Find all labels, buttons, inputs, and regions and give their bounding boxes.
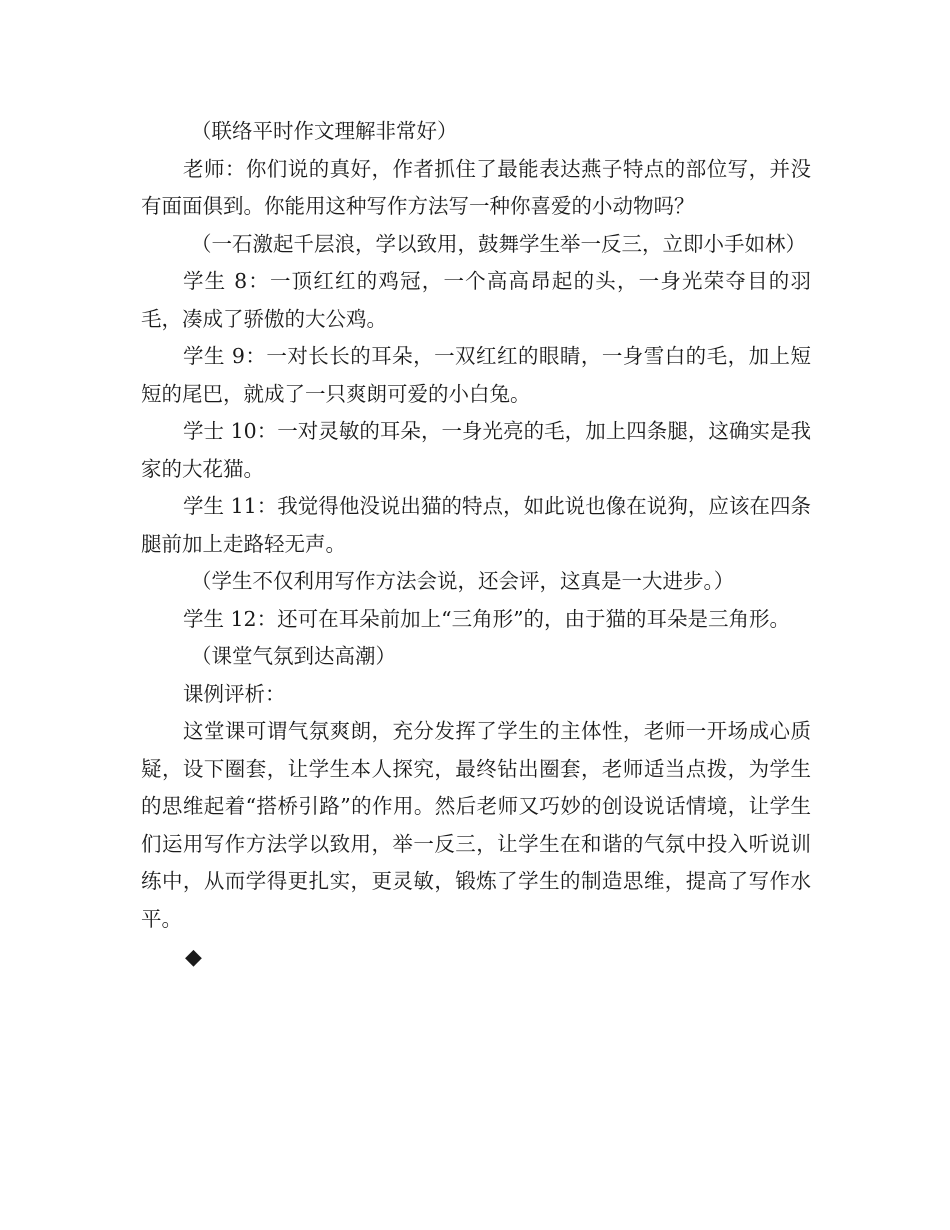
paragraph-analysis: 这堂课可谓气氛爽朗，充分发挥了学生的主体性，老师一开场成心质疑，设下圈套，让学生本人探究，最终钻出圈套，老师适当点拨，为学生的思维起着“搭桥引路”的作用。然后老师又巧妙的创设说话情境，让学生们运用写作方法学以致用，举一反三，让学生在和谐的气氛中投入听说训练中，从而学得更扎实，更灵敏，锻炼了学生的制造思维，提高了写作水平。: [141, 719, 811, 931]
paragraph-teacher: 老师：你们说的真好，作者抓住了最能表达燕子特点的部位写，并没有面面俱到。你能用这种写作方法写一种你喜爱的小动物吗？: [141, 156, 811, 218]
paragraph-student-12: 学生 12：还可在耳朵前加上“三角形”的，由于猫的耳朵是三角形。: [183, 606, 791, 631]
paragraph-student-11: 学生 11：我觉得他没说出猫的特点，如此说也像在说狗，应该在四条腿前加上走路轻无声。: [141, 494, 811, 556]
paragraph-note-3: （学生不仅利用写作方法会说，还会评，这真是一大进步。）: [191, 569, 735, 593]
end-marker-diamond-icon: ◆: [185, 945, 202, 970]
paragraph-student-10: 学士 10：一对灵敏的耳朵，一身光亮的毛，加上四条腿，这确实是我家的大花猫。: [141, 419, 811, 481]
paragraph-note-1: （联络平时作文理解非常好）: [191, 119, 458, 143]
paragraph-note-4: （课堂气氛到达高潮）: [191, 644, 396, 668]
document-body: [141, 113, 811, 978]
section-heading-analysis: 课例评析：: [183, 681, 286, 706]
paragraph-student-9: 学生 9：一对长长的耳朵，一双红红的眼睛，一身雪白的毛，加上短短的尾巴，就成了一只爽朗可爱的小白兔。: [141, 344, 811, 406]
paragraph-student-8: 学生 8：一顶红红的鸡冠，一个高高昂起的头，一身光荣夺目的羽毛，凑成了骄傲的大公鸡。: [141, 269, 811, 331]
paragraph-note-2: （一石激起千层浪，学以致用，鼓舞学生举一反三，立即小手如林）: [191, 231, 806, 256]
